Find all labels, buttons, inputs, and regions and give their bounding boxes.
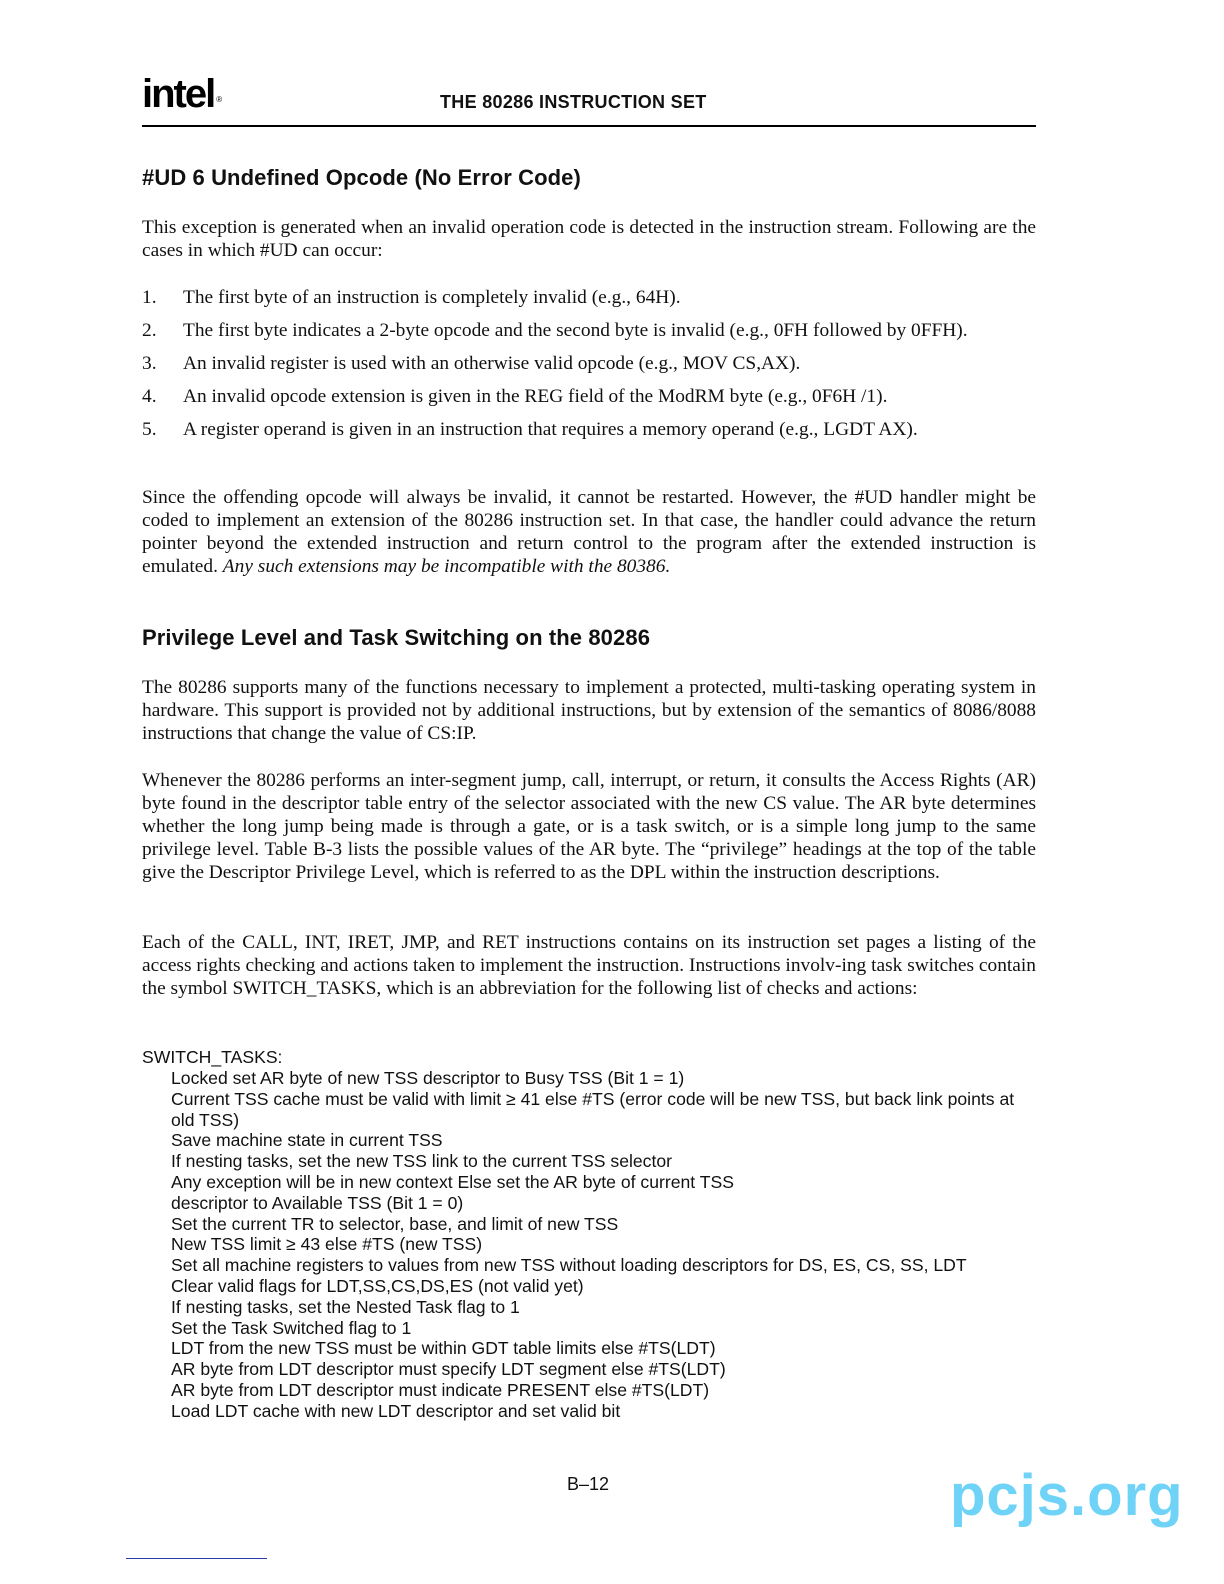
privilege-paragraph-3: Each of the CALL, INT, IRET, JMP, and RET instructions contains on its instruction set pages a listing of the access rights checking and actions taken to implement the instruction. Instructions involv-ing task switches contain the symbol SWITCH_TASKS, which is an abbreviation for the following list of checks and actions:	[142, 932, 1036, 999]
switch-tasks-title: SWITCH_TASKS:	[142, 1047, 283, 1067]
list-item: Save machine state in current TSS	[171, 1130, 443, 1151]
list-item: AR byte from LDT descriptor must specify LDT segment else #TS(LDT)	[171, 1359, 726, 1380]
link-underline	[126, 1558, 267, 1559]
watermark-logo: pcjs.org	[950, 1463, 1184, 1528]
page-number: B–12	[567, 1474, 610, 1494]
header-rule	[142, 125, 1036, 127]
list-item: 3. An invalid register is used with an otherwise valid opcode (e.g., MOV CS,AX).	[142, 353, 801, 374]
list-item: LDT from the new TSS must be within GDT table limits else #TS(LDT)	[171, 1338, 716, 1359]
list-item: Set the Task Switched flag to 1	[171, 1317, 412, 1338]
running-title: THE 80286 INSTRUCTION SET	[440, 92, 707, 112]
list-item: Load LDT cache with new LDT descriptor and set valid bit	[171, 1400, 621, 1421]
list-item: Current TSS cache must be valid with limit ≥ 41 else #TS (error code will be new TSS, but back link points at old TSS)	[171, 1088, 1015, 1130]
list-item: 2. The first byte indicates a 2-byte opcode and the second byte is invalid (e.g., 0FH followed by 0FFH).	[142, 320, 968, 341]
list-item: 4. An invalid opcode extension is given in the REG field of the ModRM byte (e.g., 0F6H /1).	[142, 386, 888, 407]
ud-cases-list	[142, 286, 1036, 451]
list-item: 1. The first byte of an instruction is completely invalid (e.g., 64H).	[142, 287, 681, 308]
privilege-paragraph-1: The 80286 supports many of the functions necessary to implement a protected, multi-tasking operating system in hardware. This support is provided not by additional instructions, but by extension of the semantics of 8086/8088 instructions that change the value of CS:IP.	[142, 677, 1036, 744]
list-item: If nesting tasks, set the Nested Task flag to 1	[171, 1296, 520, 1317]
list-item: Set the current TR to selector, base, and limit of new TSS	[171, 1213, 619, 1234]
switch-tasks-list	[171, 1068, 1039, 1422]
list-item: New TSS limit ≥ 43 else #TS (new TSS)	[171, 1234, 483, 1255]
privilege-paragraph-2: Whenever the 80286 performs an inter-segment jump, call, interrupt, or return, it consults the Access Rights (AR) byte found in the descriptor table entry of the selector associated with the new CS value. The AR byte determines whether the long jump being made is through a gate, or is a task switch, or is a simple long jump to the same privilege level. Table B-3 lists the possible values of the AR byte. The “privilege” headings at the top of the table give the Descriptor Privilege Level, which is referred to as the DPL within the instruction descriptions.	[142, 770, 1036, 883]
italic-note: Any such extensions may be incompatible with the 80386.	[222, 556, 671, 577]
ud-intro-paragraph: This exception is generated when an invalid operation code is detected in the instruction stream. Following are the cases in which #UD can occur:	[142, 217, 1036, 261]
list-item: 5. A register operand is given in an instruction that requires a memory operand (e.g., LGDT AX).	[142, 419, 918, 440]
list-item: AR byte from LDT descriptor must indicate PRESENT else #TS(LDT)	[171, 1379, 710, 1400]
section-heading-ud: #UD 6 Undefined Opcode (No Error Code)	[142, 165, 581, 190]
list-item: If nesting tasks, set the new TSS link to the current TSS selector	[171, 1151, 673, 1172]
section-heading-privilege: Privilege Level and Task Switching on the 80286	[142, 625, 651, 650]
list-item: Locked set AR byte of new TSS descriptor to Busy TSS (Bit 1 = 1)	[171, 1068, 685, 1088]
list-item: Clear valid flags for LDT,SS,CS,DS,ES (not valid yet)	[171, 1275, 584, 1296]
ud-closing-paragraph: Since the offending opcode will always be invalid, it cannot be restarted. However, the #UD handler might be coded to implement an extension of the 80286 instruction set. In that case, the handler could advance the return pointer beyond the extended instruction and return control to the program after the extended instruction is emulated. Any such extensions may be incompatible with the 80386.	[142, 487, 1036, 577]
list-item: Any exception will be in new context Else set the AR byte of current TSS descriptor to Available TSS (Bit 1 = 0)	[171, 1171, 734, 1213]
list-item: Set all machine registers to values from new TSS without loading descriptors for DS, ES, CS, SS, LDT	[171, 1255, 967, 1276]
intel-logo: intel ®	[142, 72, 221, 116]
